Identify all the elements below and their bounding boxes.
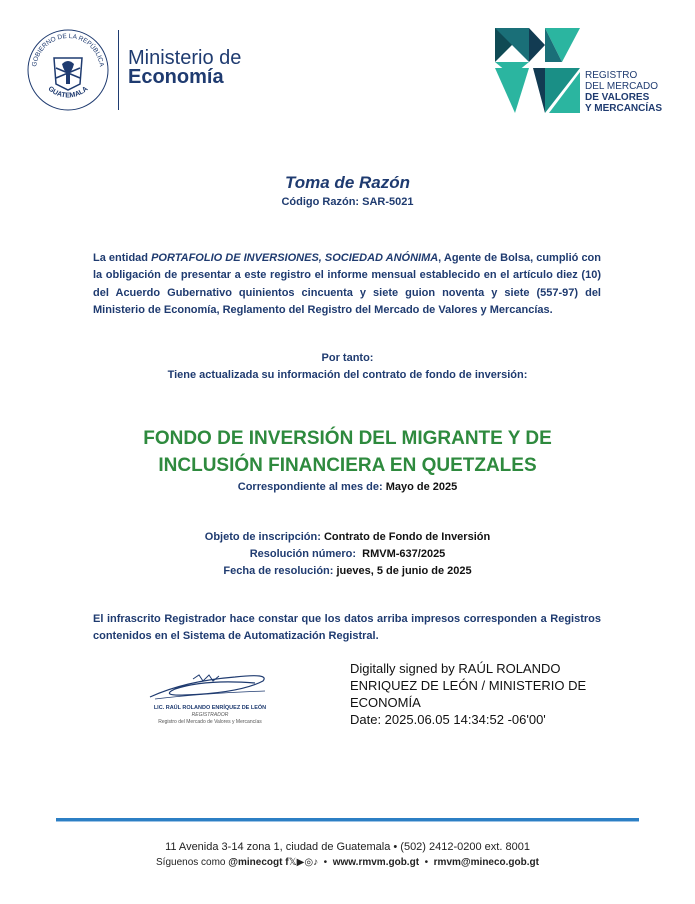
- closing-paragraph: El infrascrito Registrador hace constar que los datos arriba impresos corresponden a Registros contenidos en el Sistema de Automatización Registral.: [93, 613, 601, 642]
- statement-paragraph: [93, 250, 601, 319]
- seal-bottom-text: GUATEMALA: [46, 85, 90, 100]
- social-handle: @minecogt: [228, 857, 283, 868]
- updated-info-text: Tiene actualizada su información del contrato de fondo de inversión:: [167, 369, 528, 381]
- digital-signature-block: [350, 660, 630, 728]
- date-label: Fecha de resolución:: [223, 565, 337, 577]
- digital-signature-line: ENRIQUEZ DE LEÓN / MINISTERIO DE: [350, 678, 587, 693]
- period-value: Mayo de 2025: [385, 481, 458, 493]
- date-row: [0, 565, 695, 577]
- registry-line-2: DEL MERCADO: [585, 81, 658, 92]
- fund-name-line1: FONDO DE INVERSIÓN DEL MIGRANTE Y DE: [143, 428, 552, 449]
- ministry-name-line1: Ministerio de: [128, 47, 242, 69]
- fund-name-line2: INCLUSIÓN FINANCIERA EN QUETZALES: [158, 455, 537, 476]
- resolution-row: [0, 548, 695, 560]
- object-label: Objeto de inscripción:: [204, 531, 324, 543]
- object-row: [0, 531, 695, 543]
- digital-signature-line: Digitally signed by RAÚL ROLANDO: [350, 661, 561, 676]
- facebook-icon[interactable]: f: [285, 857, 289, 868]
- date-value: jueves, 5 de junio de 2025: [336, 565, 472, 577]
- follow-label: Síguenos como: [156, 857, 229, 868]
- header-divider: [118, 30, 119, 110]
- rmvm-logo: [495, 28, 580, 113]
- seal-top-text: GOBIERNO DE LA REPÚBLICA: [31, 32, 105, 68]
- instagram-icon[interactable]: ◎: [304, 857, 314, 868]
- resolution-label: Resolución número:: [249, 548, 360, 560]
- signer-role: REGISTRADOR: [191, 712, 229, 718]
- document-code: Código Razón: SAR-5021: [281, 196, 414, 208]
- therefore-label: Por tanto:: [321, 352, 374, 364]
- registry-line-4: Y MERCANCÍAS: [585, 103, 663, 114]
- paragraph-suffix: , Agente de Bolsa, cumplió con la obligación de presentar a este registro el informe mensual establecido en el artículo diez (10) del Acuerdo Gubernativo quinientos cincuenta y siete guion noventa y siete (557-97) del Ministerio de Economía, Reglamento del Registro del Mercado de Valores y Mercancías.: [93, 252, 601, 316]
- paragraph-prefix: La entidad: [93, 252, 152, 264]
- signer-name: LIC. RAÚL ROLANDO ENRÍQUEZ DE LEÓN: [153, 705, 267, 711]
- ministry-name-line2: Economía: [128, 66, 224, 88]
- guatemala-seal-logo: [26, 28, 110, 112]
- x-icon[interactable]: 𝕏: [288, 857, 297, 868]
- footer-social-line: Síguenos como @minecogt f𝕏▶◎♪ • www.rmvm.gob.gt • rmvm@mineco.gob.gt: [156, 857, 539, 868]
- svg-text:GUATEMALA: [47, 86, 90, 100]
- period-row: [0, 481, 695, 493]
- registry-line-3: DE VALORES: [585, 92, 650, 103]
- handwritten-signature: [145, 667, 275, 705]
- signer-organization: Registro del Mercado de Valores y Mercancías: [158, 719, 262, 725]
- youtube-icon[interactable]: ▶: [296, 857, 305, 868]
- tiktok-icon[interactable]: ♪: [313, 857, 319, 868]
- website-link[interactable]: www.rmvm.gob.gt: [332, 857, 420, 868]
- digital-signature-line: ECONOMÍA: [350, 695, 421, 710]
- object-value: Contrato de Fondo de Inversión: [323, 531, 491, 543]
- period-label: Correspondiente al mes de:: [237, 481, 386, 493]
- footer-bar-accent: [56, 821, 639, 822]
- email-link[interactable]: rmvm@mineco.gob.gt: [433, 857, 539, 868]
- entity-name: PORTAFOLIO DE INVERSIONES, SOCIEDAD ANÓNIMA: [151, 252, 439, 264]
- digital-signature-date: Date: 2025.06.05 14:34:52 -06'00': [350, 712, 546, 727]
- document-title: Toma de Razón: [285, 173, 410, 192]
- fund-name: [0, 425, 695, 479]
- resolution-value: RMVM-637/2025: [359, 548, 446, 560]
- registry-line-1: REGISTRO: [585, 70, 638, 81]
- footer-address: 11 Avenida 3-14 zona 1, ciudad de Guatemala • (502) 2412-0200 ext. 8001: [165, 841, 530, 853]
